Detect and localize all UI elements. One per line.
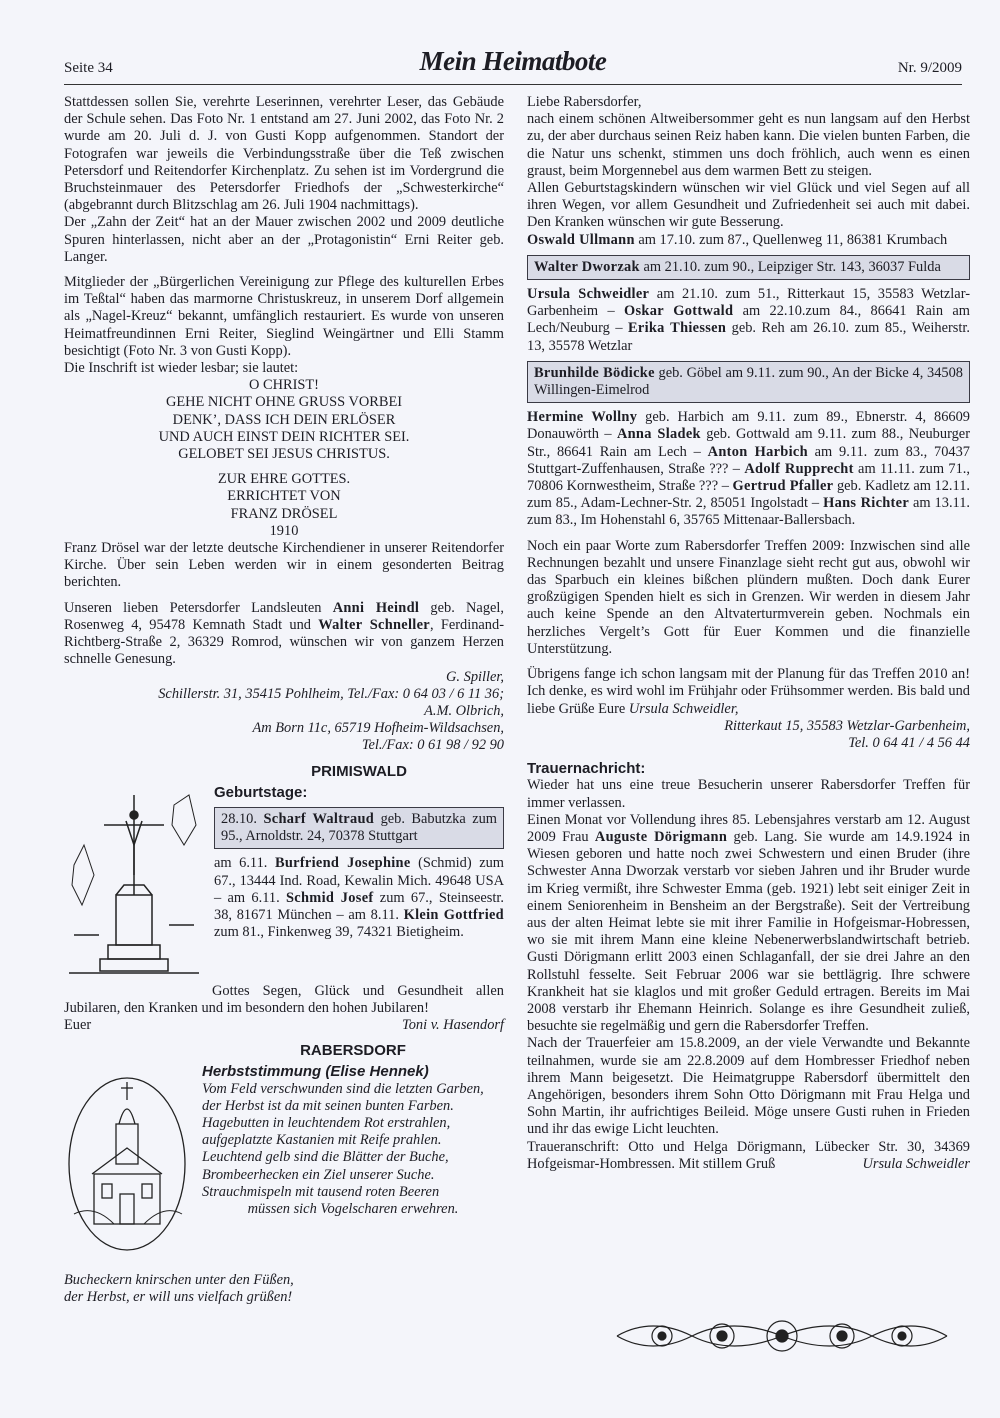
birthday-list: Ursula Schweidler am 21.10. zum 51., Ritterkaut 15, 35583 Wetzlar-Garbenheim – Oskar Gottwald am 22.10.zum 84., 86641 Rain am Lech/Neuburg – Erika Thiessen geb. Reh am 26.10. zum 85., Weiherstr. 13, 35578 Wetzlar (527, 286, 970, 354)
inscription-line: O CHRIST! (249, 377, 319, 394)
section-title-rabersdorf: RABERSDORF (300, 1042, 406, 1060)
inscription-line: ERRICHTET VON (227, 488, 341, 505)
inscription-line: ZUR EHRE GOTTES. (217, 471, 351, 488)
paragraph: Der „Zahn der Zeit“ hat an der Mauer zwischen 2002 und 2009 deutliche Spuren hinterlassen, nicht aber an der „Protagonistin“ Erni Reiter geb. Langer. (64, 214, 504, 265)
signature-line: Euer Toni v. Hasendorf (64, 1016, 504, 1033)
poem-line: Strauchmispeln mit tausend roten Beeren (202, 1183, 440, 1200)
birthday-entry: Oswald Ullmann am 17.10. zum 87., Quellenweg 11, 86381 Krumbach (527, 231, 948, 248)
paragraph: Übrigens fange ich schon langsam mit der Planung für das Treffen 2010 an! Ich denke, es wird wohl im Frühjahr oder Frühsommer werden. Bis bald und liebe Grüße Eure Ursula Schweidler, (527, 666, 970, 717)
inscription-line: UND AUCH EINST DEIN RICHTER SEI. (158, 428, 410, 445)
inscription-line: 1910 (269, 522, 299, 539)
address-line: Ritterkaut 15, 35583 Wetzlar-Garbenheim, (724, 717, 970, 734)
cross-illustration (64, 785, 204, 985)
poem-title: Herbststimmung (Elise Hennek) (202, 1063, 429, 1081)
poem-line: Vom Feld verschwunden sind die letzten Garben, (202, 1080, 484, 1097)
birthday-list: Hermine Wollny geb. Harbich am 9.11. zum 89., Ebnerstr. 4, 86609 Donauwörth – Anna Sladek geb. Gottwald am 9.11. zum 88., Neuburger Str., 86641 Rain am Lech – Anton Harbich am 9.11. zum 83., 70437 Stuttgart-Zuffenhausen, Straße ??? – Adolf Rupprecht am 11.11. zum 71., 70806 Kornwestheim, Straße ??? – Gertrud Pfaller geb. Kadletz am 12.11. zum 85., Adam-Lechner-Str. 2, 85051 Ingolstadt – Hans Richter am 13.11. zum 83., Im Hohenstahl 6, 35765 Mittenaar-Ballersbach. (527, 409, 971, 529)
paragraph: Nach der Trauerfeier am 15.8.2009, an der viele Verwandte und Bekannte teilnahmen, wurde sie am 22.8.2009 auf dem Hombresser Friedhof neben ihrem Mann beigesetzt. Die Heimatgruppe Rabersdorf übermittelt den Angehörigen, besonders ihrem Sohn Otto Dörigmann mit Frau Helga und Sohn Martin, ihr aufrichtiges Beileid. Möge unsere Gusti ruhen in Frieden und ihr das ewige Licht leuchten. (527, 1035, 970, 1138)
poem-tail: Bucheckern knirschen unter den Füßen, der Herbst, er will uns vielfach grüßen! (64, 1272, 294, 1306)
paragraph: Allen Geburtstagskindern wünschen wir viel Glück und viel Segen auf all ihren Wegen, vor allem Gesundheit und Zufriedenheit sei auch mit dabei. Den Kranken wünschen wir gute Besserung. (527, 180, 970, 231)
poem-line: aufgeplatzte Kastanien mit Reife prahlen. (202, 1132, 442, 1149)
page-number: Seite 34 (64, 60, 113, 76)
left-column (64, 94, 504, 1307)
page-header (64, 44, 962, 84)
section-title-primiswald: PRIMISWALD (311, 762, 407, 780)
poem-line: Brombeerhecken ein Ziel unserer Suche. (202, 1166, 435, 1183)
paragraph: Die Inschrift ist wieder lesbar; sie lautet: (64, 360, 299, 377)
masthead-logo: Mein Heimatbote (419, 46, 607, 76)
paragraph: Franz Drösel war der letzte deutsche Kirchendiener in unserer Reitendorfer Kirche. Über sein Leben werden wir in einem gesonderten Beitrag berichten. (64, 540, 504, 591)
highlight-box: Walter Dworzak am 21.10. zum 90., Leipziger Str. 143, 36037 Fulda (527, 255, 970, 280)
right-column (527, 94, 970, 1173)
poem-line: Leuchtend gelb sind die Blätter der Buche, (202, 1149, 449, 1166)
paragraph: Stattdessen sollen Sie, verehrte Leserinnen, verehrter Leser, das Gebäude der Schule sehen. Das Foto Nr. 1 entstand am 27. Juni 2002, das Foto Nr. 2 wurde am 20. Juli d. J. von Gusti Kopp aufgenommen. Standort der Fotografen war jeweils die Verbindungsstraße über die Teß zwischen Petersdorf und Reitendorfer Kirchenplatz. Zu sehen ist im Vordergrund die Bruchsteinmauer des Petersdorfer Friedhofs der „Schwesterkirche“ (abgebrannt durch Blitzschlag am 26. Juli 1904 nachmittags). (64, 94, 504, 214)
paragraph: nach einem schönen Altweibersommer geht es nun langsam auf den Herbst zu, der aber durchaus seinen Reiz haben kann. Die vielen bunten Farben, die die Natur uns schenkt, stimmen uns doch fröhlich, auch wenn es einen graust, beim Morgennebel aus dem warmen Bett zu steigen. (527, 111, 970, 179)
flower-ornament-icon (612, 1312, 952, 1360)
inscription-line: GELOBET SEI JESUS CHRISTUS. (178, 446, 390, 463)
highlight-box: 28.10. Scharf Waltraud geb. Babutzka zum 95., Arnoldstr. 24, 70378 Stuttgart (214, 807, 504, 849)
wish-paragraph: Gottes Segen, Glück und Gesundheit allen Jubilaren, den Kranken und im besondern den hohen Jubilaren! (64, 982, 504, 1016)
header-rule (64, 84, 962, 85)
paragraph: Wieder hat uns eine treue Besucherin unserer Rabersdorfer Treffen für immer verlassen. (527, 777, 970, 811)
poem-line: Hagebutten in leuchtendem Rot erstrahlen, (202, 1114, 451, 1131)
paragraph: Traueranschrift: Otto und Helga Dörigmann, Lübecker Str. 30, 34369 Hofgeismar-Hombressen. Mit stillem Gruß Ursula Schweidler (527, 1138, 970, 1172)
paragraph: Noch ein paar Worte zum Rabersdorfer Treffen 2009: Inzwischen sind alle Rechnungen bezahlt und unsere Finanzlage sieht recht gut aus, obwohl wir das Sparbuch ein kleines bißchen plündern mußten. Doch dank Eurer großzügigen Spenden hielt es sich in Grenzen. Wir werden in diesem Jahr auch keine Spende an den Altvaterturmverein geben. Nochmals ein herzliches Vergelt’s Gott für Euer Kommen und die finanzielle Unterstützung. (527, 537, 970, 657)
paragraph: Mitglieder der „Bürgerlichen Vereinigung zur Pflege des kulturellen Erbes im Teßtal“ haben das marmorne Christuskreuz, in unserem Dorf allgemein als „Nagel-Kreuz“ bekannt, umfänglich restauriert. Es wurde von unseren Heimatfreundinnen Erni Reiter, Sieglind Weingärtner und Elli Stamm besichtigt (Foto Nr. 3 von Gusti Kopp). (64, 274, 504, 359)
paragraph: Unseren lieben Petersdorfer Landsleuten Anni Heindl geb. Nagel, Rosenweg 4, 95478 Kemnath Stadt und Walter Schneller, Ferdinand-Richtberg-Straße 2, 36329 Romrod, wünschen wir von ganzem Herzen schnelle Genesung. (64, 599, 504, 668)
poem-line: müssen sich Vogelscharen erwehren. (247, 1200, 459, 1217)
issue-number: Nr. 9/2009 (897, 60, 962, 76)
inscription-line: GEHE NICHT OHNE GRUSS VORBEI (165, 394, 403, 411)
address-line: Tel. 0 64 41 / 4 56 44 (848, 734, 970, 751)
trauer-heading: Trauernachricht: (527, 760, 646, 778)
primiswald-text (214, 763, 504, 942)
birthday-list: am 6.11. Burfriend Josephine (Schmid) zum 67., 13444 Ind. Road, Kewalin Mich. 49648 USA – am 6.11. Schmid Josef zum 67., Steinseestr. 38, 81671 München – am 8.11. Klein Gottfried zum 81., Finkenweg 39, 74321 Bietigheim. (214, 855, 504, 941)
paragraph: Einen Monat vor Vollendung ihres 85. Lebensjahres verstarb am 12. August 2009 Frau Auguste Dörigmann geb. Lang. Sie wurde am 14.9.1924 in Wiesen geboren und hatte noch zwei Schwestern und einen Bruder (ihre Schwester Anna Dworzak verstarb vor sieben Jahren und ihr Bruder wurde im Krieg vermißt, ihre Schwester Emma (geb. 1921) lebt seit einiger Zeit in einem Seniorenheim in Bensheim an der Bergstraße). Seit der Vertreibung aus der alten Heimat lebte sie mit ihrer Familie in Hofgeismar-Hobressen, wo sie mit ihrem Mann eine kleine Nebenerwerbslandwirtschaft betrieb. Gusti Dörigmann erlitt 2003 einen Schlaganfall, der sie drei Jahre an den Rollstuhl fesselte. Seit Februar 2006 war sie bettlägrig. Ihre schwere Krankheit hat sie klaglos und mit großer Geduld ertragen. Bereits im Mai 2008 verstarb ihr Ehemann Heinrich. Solange es ihre Gesundheit zuließ, besuchte sie regelmäßig und gern die Rabersdorfer Treffen. (527, 811, 971, 1035)
inscription-line: DENK’, DASS ICH DEIN ERLÖSER (172, 411, 396, 428)
inscription (64, 377, 504, 540)
poem-line: der Herbst ist da mit seinen bunten Farben. (202, 1097, 454, 1114)
geburtstage-heading: Geburtstage: (214, 783, 308, 801)
greeting: Liebe Rabersdorfer, (527, 94, 642, 110)
highlight-box: Brunhilde Bödicke geb. Göbel am 9.11. zum 90., An der Bicke 4, 34508 Willingen-Eimelrod (527, 361, 970, 403)
inscription-line: FRANZ DRÖSEL (230, 505, 338, 522)
primiswald-section (64, 763, 504, 1013)
church-illustration (64, 1064, 190, 1254)
rabersdorf-text (202, 1042, 504, 1218)
signature-block: G. Spiller, Schillerstr. 31, 35415 Pohlheim, Tel./Fax: 0 64 03 / 6 11 36; A.M. Olbrich, Am Born 11c, 65719 Hofheim-Wildsachsen, Tel./Fax: 0 61 98 / 92 90 (158, 668, 504, 754)
rabersdorf-section (64, 1042, 504, 1272)
